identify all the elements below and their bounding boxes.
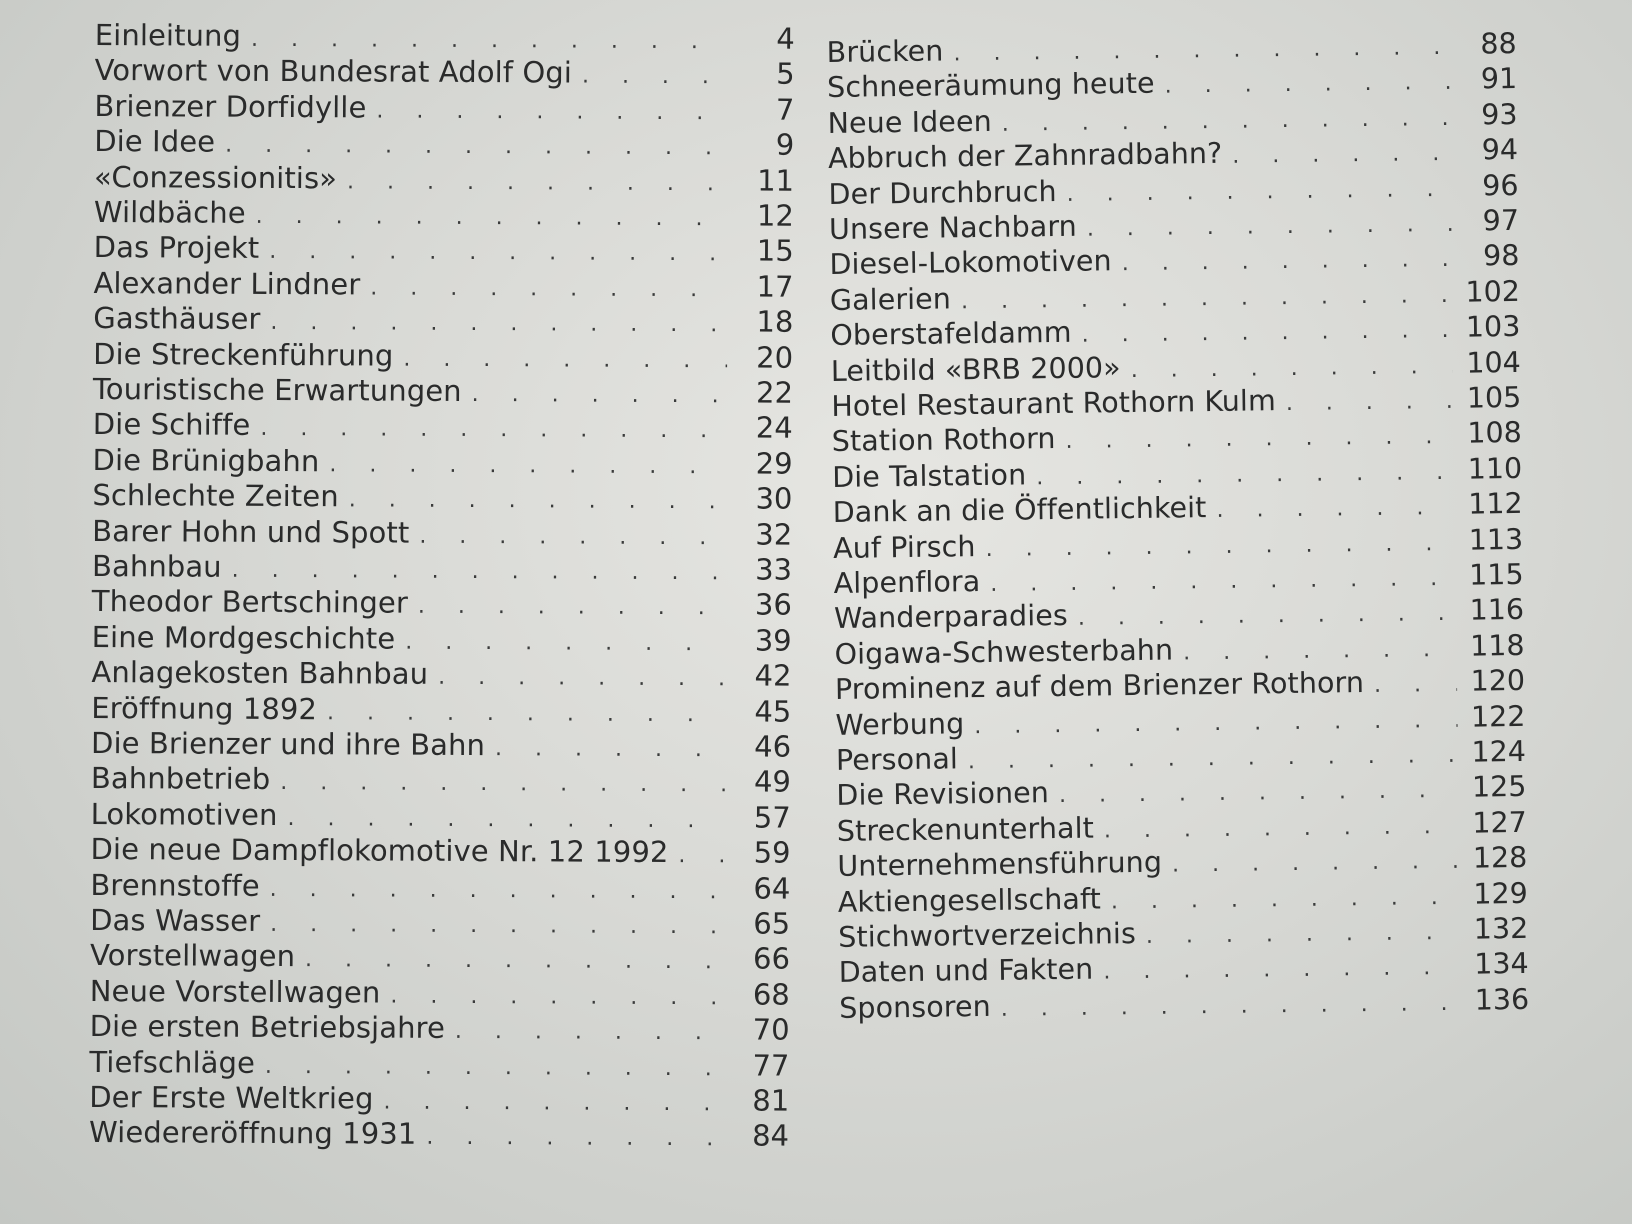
- toc-entry-title: Auf Pirsch: [832, 529, 976, 565]
- toc-entry-title: Das Wasser: [90, 902, 261, 938]
- toc-entry-page-number: 124: [1471, 734, 1527, 769]
- dot-leader: [419, 519, 726, 555]
- toc-entry: [90, 938, 790, 976]
- toc-entry-page-number: 127: [1472, 805, 1528, 840]
- toc-entry: [92, 620, 792, 658]
- toc-entry-page-number: 22: [755, 375, 794, 410]
- toc-entry: [92, 514, 792, 552]
- toc-entry-title: Vorwort von Bundesrat Adolf Ogi: [94, 53, 573, 90]
- toc-entry-title: Unsere Nachbarn: [828, 209, 1078, 246]
- toc-entry-title: Der Erste Weltkrieg: [89, 1079, 374, 1116]
- toc-entry-title: Wildbäche: [93, 194, 246, 230]
- toc-entry-title: Wiedereröffnung 1931: [88, 1115, 417, 1152]
- toc-entry-title: Hotel Restaurant Rothorn Kulm: [831, 384, 1277, 423]
- dot-leader: [582, 60, 729, 95]
- toc-entry: [90, 974, 790, 1012]
- toc-entry-title: Die Streckenführung: [93, 336, 394, 373]
- toc-entry-page-number: 91: [1480, 62, 1518, 96]
- dot-leader: [390, 979, 724, 1015]
- toc-entry-title: Neue Vorstellwagen: [89, 973, 381, 1010]
- toc-entry-title: Das Projekt: [93, 230, 260, 266]
- toc-entry-title: Tiefschläge: [89, 1044, 256, 1080]
- toc-entry: [91, 797, 791, 835]
- toc-entry-page-number: 39: [754, 623, 792, 658]
- toc-entry-title: Die Brienzer und ihre Bahn: [91, 725, 486, 763]
- dot-leader: [418, 590, 726, 626]
- dot-leader: [1216, 491, 1454, 528]
- toc-entry-page-number: 7: [775, 92, 795, 127]
- toc-entry-page-number: 5: [776, 56, 795, 92]
- dot-leader: [327, 696, 725, 732]
- toc-entry: [91, 726, 791, 764]
- toc-entry: [91, 761, 791, 799]
- dot-leader: [370, 271, 727, 307]
- dot-leader: [426, 1121, 723, 1157]
- toc-entry-page-number: 68: [752, 977, 790, 1012]
- toc-entry-title: Vorstellwagen: [89, 938, 296, 974]
- toc-entry-title: Neue Ideen: [827, 104, 992, 140]
- toc-entry-title: Gasthäuser: [93, 301, 261, 337]
- toc-entry: [93, 407, 793, 445]
- toc-entry-title: Unternehmensführung: [837, 845, 1163, 884]
- toc-entry-title: Dank an die Öffentlichkeit: [832, 491, 1207, 530]
- toc-entry-title: Brienzer Dorfidylle: [94, 88, 367, 125]
- toc-entry: [91, 691, 791, 729]
- toc-entry: [93, 337, 793, 375]
- toc-entry-title: Brennstoffe: [90, 867, 260, 903]
- toc-entry-page-number: 81: [752, 1083, 790, 1118]
- toc-entry-page-number: 120: [1470, 664, 1526, 698]
- toc-entry-title: Theodor Bertschinger: [91, 584, 408, 621]
- toc-entry-page-number: 134: [1474, 947, 1529, 981]
- toc-entry-page-number: 116: [1469, 593, 1525, 628]
- toc-entry: [89, 1080, 789, 1118]
- toc-entry: [94, 124, 794, 162]
- toc-entry: [94, 195, 794, 233]
- toc-entry-page-number: 15: [756, 233, 794, 269]
- toc-entry: [91, 655, 791, 693]
- toc-entry: [89, 1115, 789, 1153]
- toc-entry-title: Anlagekosten Bahnbau: [91, 655, 429, 691]
- toc-entry: [90, 868, 790, 906]
- toc-entry-title: Streckenunterhalt: [836, 811, 1095, 848]
- toc-entry-page-number: 103: [1465, 310, 1521, 344]
- toc-entry-title: Barer Hohn und Spott: [92, 513, 410, 550]
- toc-entry-title: Schlechte Zeiten: [92, 478, 339, 514]
- toc-column-left: [88, 0, 795, 1154]
- toc-entry-title: Oigawa-Schwesterbahn: [834, 633, 1174, 671]
- toc-entry-title: Leitbild «BRB 2000»: [830, 350, 1121, 388]
- toc-entry-title: Die neue Dampflokomotive Nr. 12 1992: [90, 832, 669, 870]
- dot-leader: [376, 94, 728, 130]
- toc-entry-title: Abbruch der Zahnradbahn?: [827, 137, 1223, 176]
- toc-entry-title: Werbung: [835, 706, 965, 742]
- toc-entry-title: Station Rothorn: [831, 422, 1056, 459]
- dot-leader: [678, 839, 724, 873]
- toc-entry-title: Diesel-Lokomotiven: [829, 244, 1112, 282]
- toc-entry-page-number: 97: [1482, 203, 1520, 238]
- toc-entry: [90, 903, 790, 941]
- toc-entry: [93, 301, 793, 339]
- toc-entry: [93, 443, 793, 481]
- toc-entry-page-number: 93: [1481, 97, 1518, 132]
- toc-entry-page-number: 30: [755, 481, 793, 516]
- toc-entry: [93, 266, 793, 304]
- toc-entry: [94, 89, 794, 127]
- toc-entry-page-number: 112: [1468, 487, 1523, 521]
- toc-entry-page-number: 32: [755, 517, 793, 552]
- toc-entry-page-number: 125: [1471, 770, 1527, 805]
- toc-entry-page-number: 118: [1469, 628, 1525, 663]
- dot-leader: [455, 1015, 724, 1050]
- toc-entry-page-number: 105: [1466, 380, 1522, 415]
- dot-leader: [1001, 987, 1461, 1027]
- toc-entry-title: Bahnbetrieb: [90, 761, 271, 797]
- toc-entry-title: Eine Mordgeschichte: [91, 619, 396, 656]
- toc-entry-title: Stichwortverzeichnis: [838, 917, 1137, 954]
- toc-entry-page-number: 70: [752, 1012, 790, 1047]
- toc-entry-page-number: 115: [1468, 557, 1524, 592]
- toc-entry-title: Die Brünigbahn: [92, 442, 320, 478]
- toc-entry-page-number: 4: [776, 21, 795, 56]
- toc-entry: [90, 1009, 790, 1047]
- toc-entry-title: Bahnbau: [91, 548, 222, 584]
- dot-leader: [495, 732, 725, 767]
- toc-entry-title: Alpenflora: [833, 565, 981, 600]
- toc-entry-title: Aktiengesellschaft: [837, 882, 1102, 919]
- toc-entry-title: Einleitung: [94, 17, 242, 53]
- toc-entry-page-number: 9: [775, 127, 795, 162]
- toc-entry-page-number: 108: [1467, 416, 1522, 451]
- dot-leader: [1374, 668, 1457, 703]
- toc-entry-page-number: 59: [753, 835, 791, 870]
- dot-leader: [1286, 385, 1453, 421]
- toc-entry-page-number: 11: [757, 163, 795, 198]
- toc-entry-page-number: 36: [754, 587, 792, 623]
- toc-entry-title: Sponsoren: [838, 989, 991, 1025]
- dot-leader: [403, 342, 727, 378]
- toc-entry-page-number: 96: [1482, 168, 1519, 203]
- toc-entry-page-number: 122: [1470, 699, 1526, 734]
- dot-leader: [383, 1086, 723, 1122]
- toc-entry: [95, 53, 795, 91]
- toc-entry-title: Die Idee: [94, 124, 216, 159]
- toc-entry: [92, 584, 792, 622]
- toc-entry-title: Prominenz auf dem Brienzer Rothorn: [834, 666, 1365, 707]
- toc-entry-page-number: 102: [1465, 274, 1521, 309]
- toc-entry-page-number: 128: [1472, 841, 1528, 875]
- toc-entry-title: Schneeräumung heute: [826, 67, 1155, 105]
- toc-entry-page-number: 94: [1481, 133, 1519, 167]
- dot-leader: [472, 378, 727, 413]
- toc-entry: [94, 230, 794, 268]
- toc-entry-page-number: 110: [1467, 451, 1523, 486]
- toc-entry-page-number: 29: [755, 446, 793, 481]
- toc-entry-title: Personal: [835, 742, 959, 777]
- toc-entry: [90, 832, 790, 870]
- toc-entry-title: Daten und Fakten: [838, 952, 1094, 990]
- toc-entry-title: Lokomotiven: [90, 796, 278, 832]
- toc-entry-title: Brücken: [826, 34, 944, 69]
- toc-entry-page-number: 33: [755, 552, 793, 587]
- toc-entry: [95, 18, 795, 56]
- toc-entry-page-number: 65: [753, 906, 791, 941]
- dot-leader: [438, 661, 725, 697]
- toc-entry: [93, 372, 793, 410]
- toc-entry: [839, 983, 1529, 1026]
- toc-entry-page-number: 84: [752, 1118, 790, 1154]
- toc-entry: [94, 160, 794, 198]
- toc-entry-title: Touristische Erwartungen: [92, 371, 462, 408]
- toc-entry-page-number: 104: [1466, 345, 1522, 380]
- dot-leader: [1232, 137, 1452, 174]
- toc-entry: [92, 549, 792, 587]
- toc-entry-title: Die Schiffe: [92, 407, 251, 443]
- toc-entry-title: Alexander Lindner: [93, 265, 361, 302]
- toc-entry-page-number: 88: [1480, 26, 1517, 61]
- toc-entry-title: Oberstafeldamm: [830, 316, 1072, 353]
- toc-entry-title: Der Durchbruch: [828, 174, 1057, 211]
- toc-entry-page-number: 42: [754, 658, 792, 693]
- toc-entry-title: Wanderparadies: [833, 599, 1069, 636]
- toc-entry-page-number: 113: [1468, 522, 1524, 557]
- toc-entry-title: Galerien: [829, 282, 952, 317]
- toc-entry-page-number: 49: [753, 764, 792, 800]
- toc-entry-page-number: 129: [1473, 876, 1528, 911]
- toc-entry-page-number: 20: [756, 340, 794, 375]
- toc-entry-page-number: 18: [756, 304, 794, 339]
- dot-leader: [349, 484, 727, 520]
- toc-entry-page-number: 136: [1474, 982, 1530, 1017]
- toc-entry-title: Die Revisionen: [836, 776, 1050, 813]
- toc-entry-title: Die ersten Betriebsjahre: [89, 1009, 446, 1046]
- dot-leader: [347, 165, 728, 201]
- toc-entry-page-number: 24: [755, 410, 793, 446]
- toc-entry-title: Eröffnung 1892: [91, 690, 318, 726]
- toc-entry-page-number: 64: [753, 871, 791, 906]
- toc-entry-page-number: 17: [756, 269, 794, 304]
- toc-entry: [92, 478, 792, 516]
- toc-entry: [89, 1045, 789, 1083]
- toc-entry-page-number: 77: [752, 1048, 790, 1083]
- toc-entry-page-number: 57: [753, 800, 791, 835]
- dot-leader: [329, 448, 726, 484]
- toc-entry-page-number: 66: [752, 941, 791, 977]
- toc-entry-page-number: 132: [1473, 911, 1529, 946]
- toc-entry-page-number: 45: [754, 694, 792, 729]
- dot-leader: [405, 625, 726, 661]
- toc-entry-page-number: 98: [1482, 239, 1520, 273]
- toc-entry-page-number: 12: [756, 198, 794, 233]
- toc-entry-page-number: 46: [754, 729, 792, 764]
- toc-entry-title: «Conzessionitis»: [93, 159, 338, 195]
- toc-entry-title: Die Talstation: [832, 458, 1027, 494]
